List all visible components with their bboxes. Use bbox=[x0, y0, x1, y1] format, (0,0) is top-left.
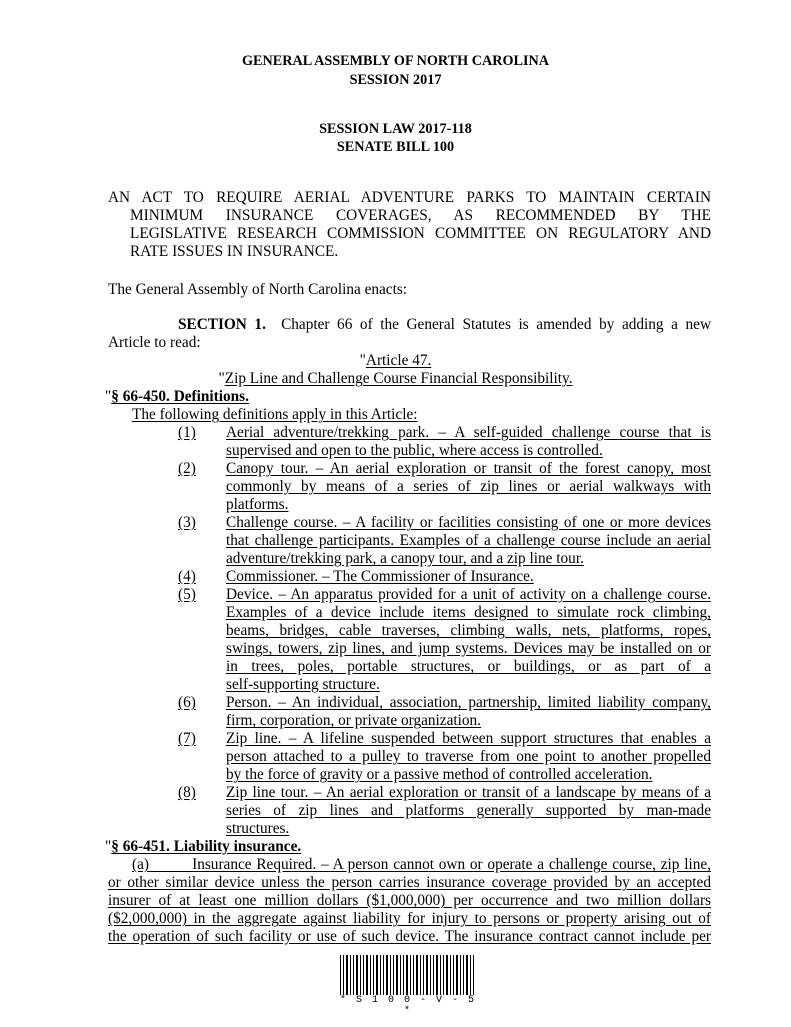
quote-mark: " bbox=[218, 370, 225, 387]
definition-item bbox=[108, 784, 711, 838]
enacting-clause: The General Assembly of North Carolina enacts: bbox=[108, 281, 408, 298]
subsection-a-label: (a) bbox=[132, 856, 149, 873]
definition-line: in trees, poles, portable structures, or buildings, or as part of a bbox=[226, 658, 711, 675]
definition-line: by the force of gravity or a passive method of controlled acceleration. bbox=[226, 766, 653, 783]
definitions-intro bbox=[132, 406, 735, 424]
definition-text bbox=[226, 568, 711, 586]
definition-line: that challenge participants. Examples of a challenge course include an aerial bbox=[226, 532, 711, 549]
definition-number: (4) bbox=[178, 568, 196, 585]
definition-line: beams, bridges, cable traverses, climbing walls, nets, platforms, ropes, bbox=[226, 622, 711, 639]
definition-line: adventure/trekking park, a canopy tour, and a zip line tour. bbox=[226, 550, 584, 567]
quote-mark: " bbox=[105, 388, 112, 405]
definition-item bbox=[108, 694, 711, 730]
definition-text bbox=[226, 730, 711, 784]
definition-text bbox=[226, 460, 711, 514]
definition-line: Device. – An apparatus provided for a unit of activity on a challenge course. bbox=[226, 586, 711, 603]
definition-line: Zip line tour. – An aerial exploration or transit of a landscape by means of a bbox=[226, 784, 711, 801]
assembly-heading: GENERAL ASSEMBLY OF NORTH CAROLINA bbox=[242, 53, 549, 69]
section-1-line bbox=[108, 316, 711, 334]
definition-item bbox=[108, 424, 711, 460]
definition-line: Challenge course. – A facility or facilities consisting of one or more devices bbox=[226, 514, 711, 531]
subsection-a-line: ($2,000,000) in the aggregate against liability for injury to persons or property arising out of bbox=[108, 910, 711, 927]
definition-number: (2) bbox=[178, 460, 196, 477]
section-66-451-heading bbox=[105, 838, 708, 856]
definition-item bbox=[108, 586, 711, 694]
definition-number: (5) bbox=[178, 586, 196, 603]
definition-line: self-supporting structure. bbox=[226, 676, 380, 693]
definition-line: Zip line. – A lifeline suspended between support structures that enables a bbox=[226, 730, 711, 747]
section-66-450-heading bbox=[105, 388, 708, 406]
senate-bill-heading: SENATE BILL 100 bbox=[336, 139, 455, 155]
definition-line: person attached to a pulley to traverse from one point to another propelled bbox=[226, 748, 711, 765]
subsection-a-line bbox=[108, 856, 711, 874]
definition-number: (1) bbox=[178, 424, 196, 441]
definition-text bbox=[226, 514, 711, 568]
session-heading: SESSION 2017 bbox=[349, 72, 442, 88]
barcode-label: * S 1 0 0 - V - 5 * bbox=[339, 995, 477, 1017]
definition-line: platforms. bbox=[226, 496, 289, 513]
definition-text bbox=[226, 586, 711, 694]
section-1-text: Chapter 66 of the General Statutes is amended by adding a new bbox=[281, 316, 711, 333]
definition-item bbox=[108, 730, 711, 784]
subsection-a-line: the operation of such facility or use of such device. The insurance contract cannot include per bbox=[108, 928, 711, 945]
subsection-a-text: Insurance Required. – A person cannot own or operate a challenge course, zip line, bbox=[192, 856, 711, 873]
subsection-a-line: insurer of at least one million dollars ($1,000,000) per occurrence and two million dollars bbox=[108, 892, 711, 909]
subsection-a-first-line bbox=[132, 856, 711, 874]
definition-line: swings, towers, zip lines, and jump systems. Devices may be installed on or bbox=[226, 640, 711, 657]
article-title-text: Zip Line and Challenge Course Financial Responsibility. bbox=[224, 370, 573, 387]
section-66-451-heading-text: § 66-451. Liability insurance. bbox=[111, 838, 302, 855]
session-law-heading: SESSION LAW 2017-118 bbox=[319, 121, 472, 137]
section-66-450-heading-text: § 66-450. Definitions. bbox=[111, 388, 249, 405]
definition-line: Aerial adventure/trekking park. – A self-guided challenge course that is bbox=[226, 424, 711, 441]
section-1-line-2: Article to read: bbox=[108, 334, 201, 351]
subsection-a-line: or other similar device unless the person carries insurance coverage provided by an accepted bbox=[108, 874, 711, 891]
definition-text bbox=[226, 784, 711, 838]
article-title bbox=[0, 370, 791, 388]
definition-line: Person. – An individual, association, partnership, limited liability company, bbox=[226, 694, 711, 711]
definition-line: structures. bbox=[226, 820, 290, 837]
definition-item bbox=[108, 568, 711, 586]
act-title-line: RATE ISSUES IN INSURANCE. bbox=[130, 243, 339, 260]
definition-text bbox=[226, 424, 711, 460]
definition-text bbox=[226, 694, 711, 730]
barcode-image bbox=[339, 955, 477, 995]
article-number-text: Article 47. bbox=[365, 352, 432, 369]
definition-item bbox=[108, 460, 711, 514]
definition-number: (6) bbox=[178, 694, 196, 711]
definition-number: (3) bbox=[178, 514, 196, 531]
act-title-line: MINIMUM INSURANCE COVERAGES, AS RECOMMENDED BY THE bbox=[130, 207, 711, 224]
article-number bbox=[0, 352, 791, 370]
definition-line: commonly by means of a series of zip lines or aerial walkways with bbox=[226, 478, 711, 495]
act-title-line: AN ACT TO REQUIRE AERIAL ADVENTURE PARKS TO MAINTAIN CERTAIN bbox=[108, 189, 711, 206]
section-1-label: SECTION 1. bbox=[178, 316, 266, 333]
definition-line: firm, corporation, or private organization. bbox=[226, 712, 482, 729]
definition-line: Canopy tour. – An aerial exploration or transit of the forest canopy, most bbox=[226, 460, 711, 477]
act-title-line: LEGISLATIVE RESEARCH COMMISSION COMMITTEE ON REGULATORY AND bbox=[130, 225, 711, 242]
definition-line: series of zip lines and platforms generally supported by man-made bbox=[226, 802, 711, 819]
definition-number: (8) bbox=[178, 784, 196, 801]
quote-mark: " bbox=[105, 838, 112, 855]
act-title bbox=[108, 189, 711, 261]
definition-line: Commissioner. – The Commissioner of Insurance. bbox=[226, 568, 534, 585]
definition-number: (7) bbox=[178, 730, 196, 747]
definition-line: Examples of a device include items designed to simulate rock climbing, bbox=[226, 604, 711, 621]
definition-item bbox=[108, 514, 711, 568]
quote-mark: " bbox=[359, 352, 366, 369]
definitions-intro-text: The following definitions apply in this Article: bbox=[132, 406, 418, 423]
definition-line: supervised and open to the public, where access is controlled. bbox=[226, 442, 603, 459]
